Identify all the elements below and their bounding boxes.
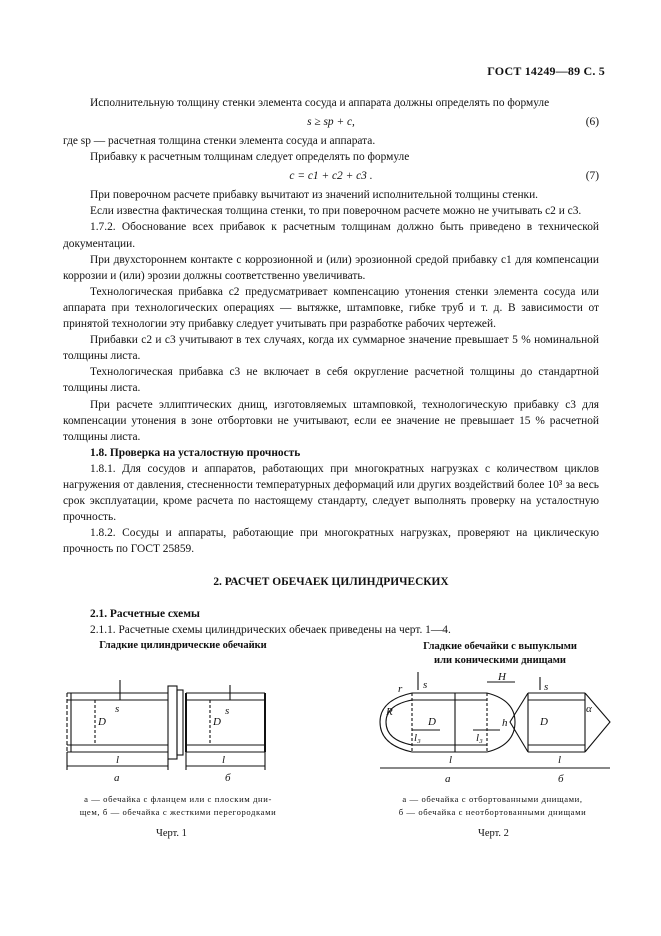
formula-6 [63,111,599,133]
paragraph: Исполнительную толщину стенки элемента сосуда и аппарата должны определять по формуле [90,97,550,109]
paragraph: Прибавку к расчетным толщинам следует определять по формуле [90,151,410,164]
paragraph: При двухстороннем контакте с коррозионной и (или) эрозионной средой прибавку c1 для компенсации коррозии и (или) эрозии должны соответственно увеличивать. [63,253,599,282]
fig2-s-label: s [423,679,428,691]
fig1-d-label: D [98,716,106,728]
fig1-sub-a: а [114,772,120,784]
fig1-caption [58,793,298,819]
paragraph: 1.8.1. Для сосудов и аппаратов, работающих при многократных нагрузках с количеством циклов нагружения от давления, стесненности температурных деформаций или других воздействий более 10³ за весь срок эксплуатации, кроме расчета по настоящему стандарту, следует выполнять проверку на усталостную прочность. [63,462,599,524]
formula-number: (6) [585,116,599,129]
fig1-s-label: s [115,703,120,715]
fig1-sub-b: б [225,772,231,784]
section-heading-2: 2. РАСЧЕТ ОБЕЧАЕК ЦИЛИНДРИЧЕСКИХ [213,576,449,589]
fig1-d-label: D [213,716,221,728]
fig2-h-big-label: H [498,671,506,683]
paragraph: где sр — расчетная толщина стенки элемента сосуда и аппарата. [63,135,376,148]
fig1-flange [177,690,183,755]
caption-line: б — обечайка с неотбортованными днищами [398,807,587,817]
fig2-l3-label: l₃ [476,732,483,744]
fig2-alpha-label: α [586,703,592,715]
paragraph: При поверочном расчете прибавку вычитают из значений исполнительной толщины стенки. [90,189,539,202]
fig2-cone-head [510,693,528,752]
paragraph: Технологическая прибавка c3 не включает в себя округление расчетной толщины до стандартной толщины листа. [63,366,599,395]
paragraph: 1.8.2. Сосуды и аппараты, работающие при многократных нагрузках, проверяют на циклическую прочность по ГОСТ 25859. [63,527,599,556]
paragraph: Если известна фактическая толщина стенки, то при поверочном расчете можно не учитывать c2 и c3. [90,205,582,218]
fig1-s-label: s [225,705,230,717]
title-line: Гладкие обечайки с выпуклыми [423,641,577,652]
fig2-right-head [487,693,515,752]
fig2-label: Черт. 2 [478,828,509,839]
formula-expression: c = c1 + c2 + c3 . [289,170,373,183]
fig2-cone-head [585,693,610,752]
fig2-r-label: r [398,683,403,695]
formula-expression: s ≥ sр + c, [307,116,355,129]
paragraph: 1.7.2. Обоснование всех прибавок к расчетным толщинам должно быть приведено в технической документации. [63,221,599,250]
fig2-left-head [380,693,412,752]
paragraph: Технологическая прибавка c2 предусматривает компенсацию утонения стенки элемента сосуда или аппарата при технологических операциях — вытяжке, штамповке, гибке труб и т. д. В зависимости от принятой технологии эту прибавку следует учитывать при разработке рабочих чертежей. [63,285,599,331]
fig2-r-big-label: R [386,706,393,718]
fig2-s-label: s [544,681,549,693]
paragraph: При расчете эллиптических днищ, изготовляемых штамповкой, технологическую прибавку c3 для компенсации утонения в зоне отбортовки не учитывают, если ее значение не превышает 15 % расчетной толщины листа. [63,398,599,443]
page-header: ГОСТ 14249—89 С. 5 [487,64,605,78]
fig2-l-label: l [449,754,453,766]
caption-line: а — обечайка с фланцем или с плоским дни- [84,794,272,804]
body-text [63,95,599,638]
fig1-label: Черт. 1 [156,828,187,839]
fig2-l3-label: l₃ [414,732,421,744]
formula-7 [63,165,599,187]
fig2-left-head [386,700,412,745]
fig2-sub-b: б [558,773,564,785]
formula-number: (7) [585,170,599,183]
fig1-title: Гладкие цилиндрические обечайки [99,640,267,651]
fig1-l-label: l [222,754,226,766]
fig2-caption [370,793,615,819]
caption-line: а — обечайка с отбортованными днищами, [402,794,583,804]
fig1-flange [168,686,177,759]
caption-line: щем, б — обечайка с жесткими перегородками [79,807,277,817]
fig2-l-label: l [558,754,562,766]
title-line: или коническими днищами [434,655,566,666]
subsection-heading-1-8: 1.8. Проверка на усталостную прочность [90,446,301,459]
subsection-heading-2-1: 2.1. Расчетные схемы [90,607,200,620]
fig2-d-label: D [540,716,548,728]
paragraph: 2.1.1. Расчетные схемы цилиндрических обечаек приведены на черт. 1—4. [90,623,451,636]
fig2-sub-a: а [445,773,451,785]
fig1-l-label: l [116,754,120,766]
fig2-d-label: D [428,716,436,728]
fig2-h-label: h [502,717,508,729]
paragraph: Прибавки c2 и c3 учитывают в тех случаях, когда их суммарное значение превышает 5 % номинальной толщины листа. [63,334,599,363]
fig2-title [385,640,615,668]
